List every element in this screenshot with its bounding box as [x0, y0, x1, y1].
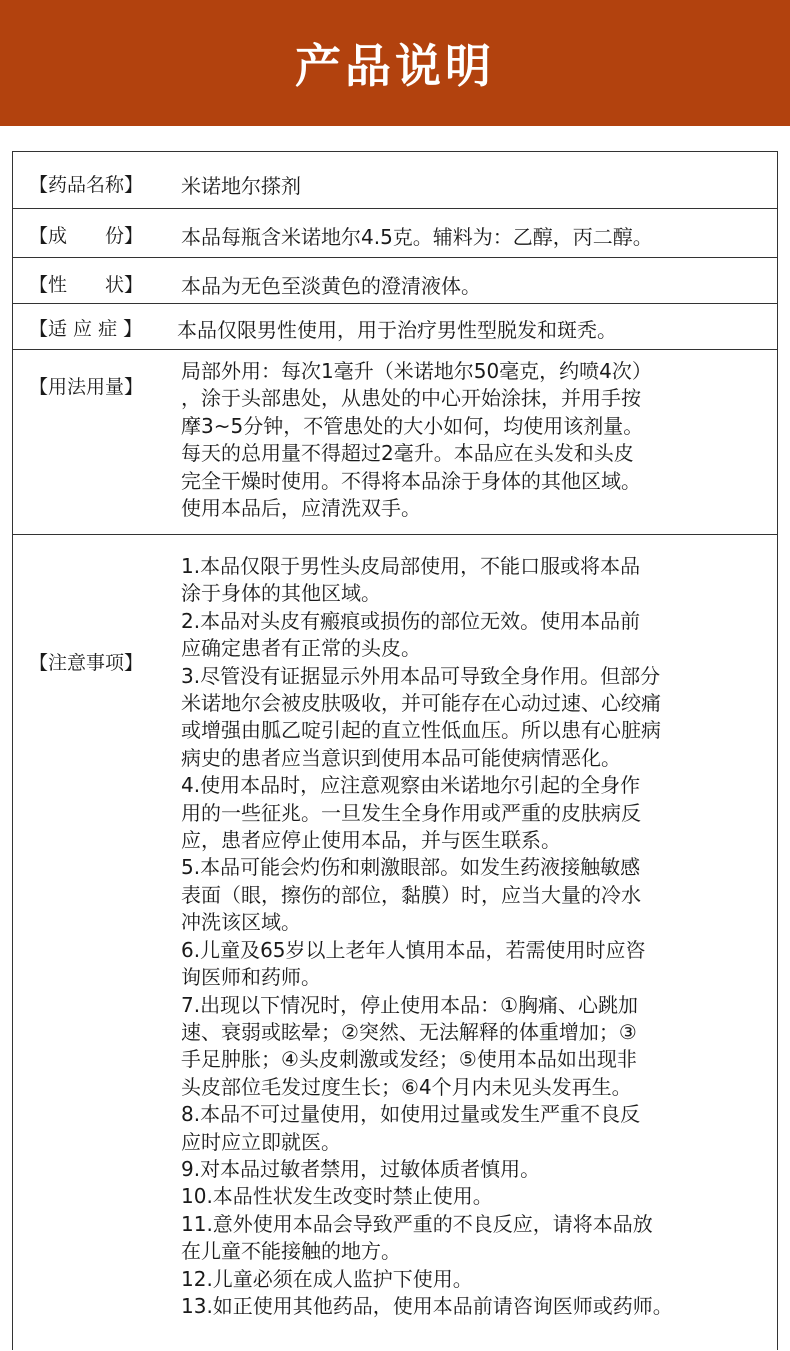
precaution-line: 头皮部位毛发过度生长；⑥4个月内未见头发再生。	[181, 1074, 632, 1099]
label-indication: 【适 应 症 】	[29, 318, 143, 340]
value-appearance: 本品为无色至淡黄色的澄清液体。	[181, 274, 481, 298]
row-precautions	[13, 535, 777, 1351]
precaution-line: 应，患者应停止使用本品，并与医生联系。	[181, 828, 561, 853]
label-appearance: 【性 状】	[29, 274, 144, 296]
product-info-table	[12, 151, 778, 1350]
precaution-line: 手足肿胀；④头皮刺激或发经；⑤使用本品如出现非	[181, 1047, 637, 1072]
precaution-line: 米诺地尔会被皮肤吸收，并可能存在心动过速、心绞痛	[181, 691, 661, 716]
row-drug-name	[13, 152, 777, 209]
usage-line: 摩3~5分钟，不管患处的大小如何，均使用该剂量。	[181, 413, 644, 438]
usage-line: ，涂于头部患处，从患处的中心开始涂抹，并用手按	[181, 386, 641, 411]
value-precautions	[181, 553, 765, 1320]
label-composition: 【成 份】	[29, 225, 144, 247]
row-appearance	[13, 258, 777, 304]
value-drug-name: 米诺地尔搽剂	[181, 174, 301, 198]
precaution-line: 3.尽管没有证据显示外用本品可导致全身作用。但部分	[181, 663, 661, 688]
precaution-line: 4.使用本品时，应注意观察由米诺地尔引起的全身作	[181, 773, 641, 798]
precaution-line: 冲洗该区域。	[181, 910, 301, 935]
precaution-line: 或增强由胍乙啶引起的直立性低血压。所以患有心脏病	[181, 718, 661, 743]
precaution-line: 1.本品仅限于男性头皮局部使用，不能口服或将本品	[181, 554, 641, 578]
value-composition: 本品每瓶含米诺地尔4.5克。辅料为：乙醇，丙二醇。	[181, 225, 653, 249]
precaution-line: 12.儿童必须在成人监护下使用。	[181, 1266, 473, 1291]
precaution-line: 涂于身体的其他区域。	[181, 581, 381, 606]
page-title: 产品说明	[295, 39, 495, 93]
precaution-line: 应时应立即就医。	[181, 1129, 341, 1154]
precaution-line: 10.本品性状发生改变时禁止使用。	[181, 1184, 493, 1209]
label-usage: 【用法用量】	[29, 376, 144, 398]
precaution-line: 8.本品不可过量使用，如使用过量或发生严重不良反	[181, 1102, 641, 1127]
label-precautions: 【注意事项】	[29, 652, 144, 674]
usage-line: 每天的总用量不得超过2毫升。本品应在头发和头皮	[181, 441, 634, 466]
value-usage	[181, 358, 765, 522]
usage-line: 使用本品后，应清洗双手。	[181, 496, 421, 521]
row-composition	[13, 209, 777, 258]
precaution-line: 在儿童不能接触的地方。	[181, 1239, 401, 1264]
row-usage	[13, 350, 777, 535]
row-indication	[13, 304, 777, 350]
precaution-line: 7.出现以下情况时，停止使用本品：①胸痛、心跳加	[181, 992, 639, 1017]
label-drug-name: 【药品名称】	[29, 174, 144, 196]
precaution-line: 2.本品对头皮有瘢痕或损伤的部位无效。使用本品前	[181, 608, 641, 633]
usage-line: 完全干燥时使用。不得将本品涂于身体的其他区域。	[181, 468, 641, 493]
header-banner	[0, 0, 790, 126]
precaution-line: 13.如正使用其他药品，使用本品前请咨询医师或药师。	[181, 1293, 673, 1318]
precaution-line: 速、衰弱或眩晕；②突然、无法解释的体重增加；③	[181, 1019, 637, 1044]
usage-line: 局部外用：每次1毫升（米诺地尔50毫克，约喷4次）	[181, 359, 652, 383]
precaution-line: 表面（眼，擦伤的部位，黏膜）时，应当大量的冷水	[181, 882, 641, 907]
precaution-line: 6.儿童及65岁以上老年人慎用本品，若需使用时应咨	[181, 937, 646, 962]
precaution-line: 9.对本品过敏者禁用，过敏体质者慎用。	[181, 1156, 541, 1181]
precaution-line: 病史的患者应当意识到使用本品可能使病情恶化。	[181, 745, 621, 770]
precaution-line: 应确定患者有正常的头皮。	[181, 636, 421, 661]
precaution-line: 用的一些征兆。一旦发生全身作用或严重的皮肤病反	[181, 800, 641, 825]
precaution-line: 5.本品可能会灼伤和刺激眼部。如发生药液接触敏感	[181, 855, 641, 880]
precaution-line: 询医师和药师。	[181, 965, 321, 990]
precaution-line: 11.意外使用本品会导致严重的不良反应，请将本品放	[181, 1211, 653, 1236]
value-indication: 本品仅限男性使用，用于治疗男性型脱发和斑秃。	[177, 318, 617, 342]
